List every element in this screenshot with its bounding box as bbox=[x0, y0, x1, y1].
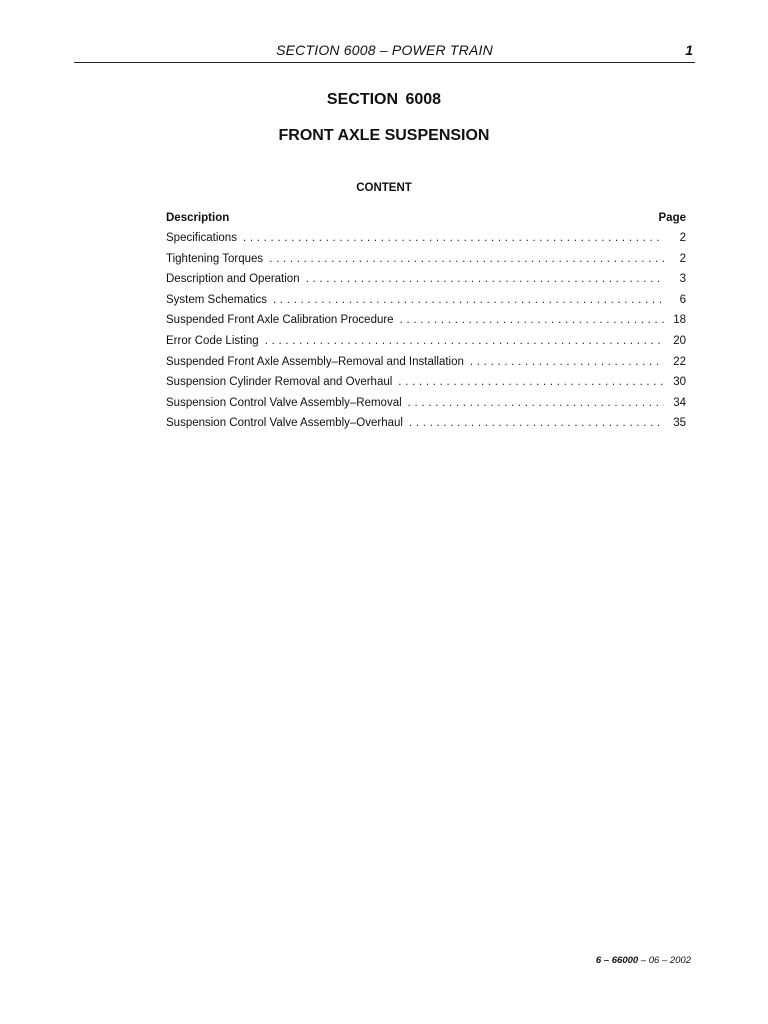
dot-leader bbox=[306, 273, 664, 285]
toc-entry-page: 3 bbox=[679, 273, 686, 286]
page-footer bbox=[596, 955, 691, 966]
toc-column-headers bbox=[166, 212, 686, 232]
running-header-title: SECTION 6008 – POWER TRAIN bbox=[276, 42, 493, 58]
toc-entry-label: Suspended Front Axle Assembly–Removal and Installation bbox=[166, 355, 464, 368]
toc-entry-label: Suspension Control Valve Assembly–Overhaul bbox=[166, 417, 403, 430]
toc-entry[interactable] bbox=[166, 232, 686, 253]
toc-entry-page: 2 bbox=[679, 232, 686, 244]
toc-entry-label: Suspension Control Valve Assembly–Removal bbox=[166, 396, 402, 409]
dot-leader bbox=[243, 232, 664, 244]
toc-entry[interactable] bbox=[166, 376, 686, 397]
toc-entry-page: 34 bbox=[673, 396, 686, 409]
dot-leader bbox=[408, 397, 664, 409]
toc-column-page: Page bbox=[658, 212, 686, 224]
dot-leader bbox=[400, 314, 664, 326]
toc-entry-page: 35 bbox=[673, 417, 686, 430]
dot-leader bbox=[409, 417, 664, 429]
toc-entry-page: 20 bbox=[673, 334, 686, 347]
section-number: SECTION 6008 bbox=[326, 91, 442, 108]
toc-entry[interactable] bbox=[166, 417, 686, 438]
toc-entry-label: Suspension Cylinder Removal and Overhaul bbox=[166, 376, 393, 389]
dot-leader bbox=[273, 294, 664, 306]
toc-entry[interactable] bbox=[166, 294, 686, 315]
toc-entry-page: 22 bbox=[673, 355, 686, 368]
toc-entry[interactable] bbox=[166, 397, 686, 418]
dot-leader bbox=[470, 356, 664, 368]
toc-entry-label: Tightening Torques bbox=[166, 252, 264, 265]
toc-entry[interactable] bbox=[166, 314, 686, 335]
toc-entry-page: 6 bbox=[679, 293, 686, 306]
footer-document-code: 6 – 66000 bbox=[595, 955, 639, 966]
toc-entry-label: Error Code Listing bbox=[166, 334, 259, 347]
section-title: FRONT AXLE SUSPENSION bbox=[278, 127, 490, 144]
toc-entry-page: 18 bbox=[673, 314, 686, 327]
toc-entry-page: 30 bbox=[673, 376, 686, 389]
toc-entry[interactable] bbox=[166, 253, 686, 274]
dot-leader bbox=[269, 253, 664, 265]
toc-entry-page: 2 bbox=[679, 252, 686, 265]
footer-date: – 06 – 2002 bbox=[638, 955, 691, 966]
dot-leader bbox=[265, 335, 664, 347]
toc-entry-label: System Schematics bbox=[166, 293, 267, 306]
toc-entry[interactable] bbox=[166, 356, 686, 377]
toc-entry-label: Specifications bbox=[166, 232, 237, 244]
running-header bbox=[74, 42, 695, 63]
running-header-page-number: 1 bbox=[685, 42, 693, 58]
toc-entry[interactable] bbox=[166, 273, 686, 294]
toc-entry-label: Suspended Front Axle Calibration Procedure bbox=[166, 314, 394, 327]
toc-column-description: Description bbox=[166, 212, 230, 224]
dot-leader bbox=[398, 376, 664, 388]
content-heading: CONTENT bbox=[356, 182, 412, 194]
toc-entry-label: Description and Operation bbox=[166, 273, 300, 286]
toc-entry[interactable] bbox=[166, 335, 686, 356]
table-of-contents bbox=[166, 212, 686, 438]
